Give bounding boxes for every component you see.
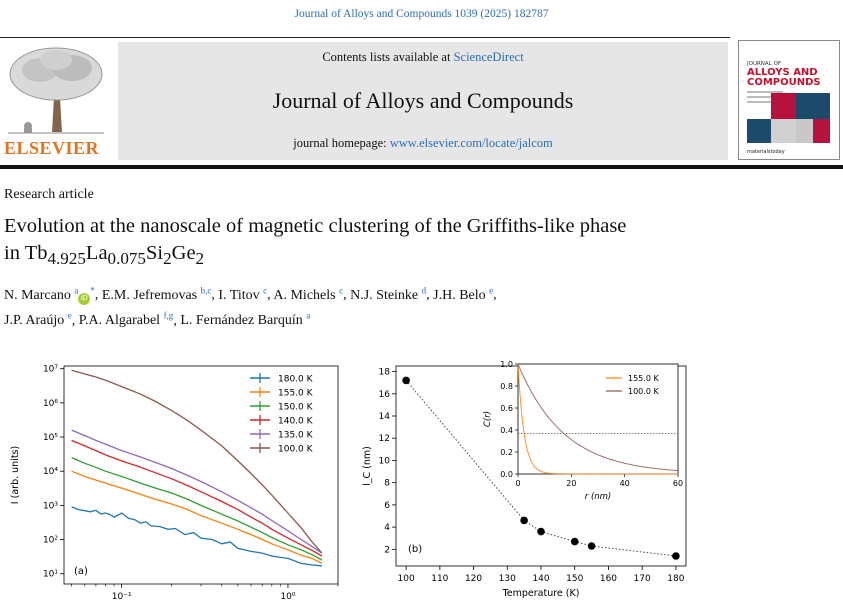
- inset-y-tick-label: 1.0: [500, 360, 513, 369]
- y-tick-label: 18: [378, 367, 390, 378]
- legend-label: 100.0 K: [278, 444, 313, 455]
- inset-legend-label: 155.0 K: [628, 374, 659, 383]
- figure-panel-b: [358, 352, 778, 607]
- y-tick-label: 10³: [42, 501, 58, 512]
- formula-el-3: Si: [145, 242, 164, 264]
- formula-el-4: Ge: [171, 242, 196, 264]
- data-point: [588, 542, 596, 550]
- inset-y-tick-label: 0.0: [500, 470, 513, 479]
- legend-label: 140.0 K: [278, 416, 313, 427]
- orcid-icon[interactable]: iD: [78, 293, 90, 305]
- series-line-1550: [72, 471, 322, 563]
- figure-panel-a: [0, 352, 423, 607]
- data-point: [571, 538, 579, 546]
- author-affiliation[interactable]: c: [263, 285, 268, 295]
- y-tick-label: 2: [384, 545, 390, 556]
- article-title: [4, 213, 794, 272]
- y-tick-label: 4: [384, 523, 390, 534]
- y-axis-label: I (arb. units): [10, 445, 21, 505]
- inset-y-tick-label: 0.2: [500, 448, 513, 457]
- data-point: [537, 528, 545, 536]
- x-tick-label: 10⁻¹: [111, 592, 132, 602]
- author-affiliation[interactable]: a: [74, 285, 79, 295]
- homepage-link[interactable]: www.elsevier.com/locate/jalcom: [389, 136, 553, 150]
- x-tick-label: 160: [599, 574, 618, 584]
- author[interactable]: E.M. Jefremovas $^{b,c}$: [101, 285, 212, 303]
- author-affiliation[interactable]: e: [67, 310, 72, 321]
- inset-x-tick-label: 40: [619, 479, 630, 488]
- formula-sub-3: 2: [163, 249, 172, 269]
- cover-title-line2: COMPOUNDS: [747, 77, 821, 88]
- panel-label: (b): [408, 544, 423, 555]
- inset-y-tick-label: 0.8: [500, 382, 513, 391]
- header-rule: [0, 37, 730, 38]
- author-affiliation[interactable]: b,c: [200, 285, 212, 295]
- author[interactable]: J.P. Araújo $^e$: [4, 310, 72, 329]
- inset-y-tick-label: 0.4: [500, 426, 513, 435]
- y-tick-label: 14: [378, 412, 390, 422]
- inset-y-axis-label: C(r): [483, 410, 493, 428]
- legend-label: 150.0 K: [278, 402, 313, 413]
- author[interactable]: N.J. Steinke $^d$: [350, 285, 427, 303]
- series-line-1400: [72, 440, 322, 556]
- contents-line: [118, 50, 728, 65]
- header-divider: [0, 165, 843, 169]
- title-line-1: Evolution at the nanoscale of magnetic clustering of the Griffiths-like phase: [4, 215, 627, 237]
- legend-label: 155.0 K: [278, 388, 313, 399]
- y-tick-label: 10²: [42, 535, 58, 546]
- title-prefix: in Tb: [4, 242, 48, 264]
- x-tick-label: 170: [633, 574, 651, 584]
- y-tick-label: 10¹: [42, 569, 58, 580]
- x-tick-label: 10⁰: [280, 592, 296, 602]
- legend-label: 180.0 K: [278, 374, 313, 385]
- y-tick-label: 10: [378, 456, 390, 467]
- panel-label: (a): [74, 566, 88, 577]
- y-tick-label: 10⁶: [42, 398, 58, 409]
- inset-x-tick-label: 0: [515, 479, 521, 488]
- journal-citation[interactable]: Journal of Alloys and Compounds 1039 (2025) 182787: [294, 8, 549, 20]
- elsevier-logo[interactable]: [0, 42, 112, 160]
- cover-footer: materialstoday: [747, 149, 785, 155]
- author-affiliation[interactable]: d: [421, 285, 427, 295]
- data-point: [520, 517, 528, 525]
- y-tick-label: 12: [378, 434, 390, 445]
- elsevier-tree-icon: [0, 42, 112, 138]
- journal-name: Journal of Alloys and Compounds: [272, 88, 574, 113]
- homepage-line: [118, 136, 728, 151]
- formula-el-2: La: [85, 242, 108, 264]
- x-axis-label: Temperature (K): [502, 588, 580, 599]
- cover-journal-of: JOURNAL OF: [747, 61, 781, 67]
- x-tick-label: 180: [667, 574, 685, 584]
- contents-prefix: Contents lists available at: [322, 50, 454, 64]
- journal-cover-thumbnail[interactable]: [738, 40, 840, 160]
- x-tick-label: 110: [431, 574, 449, 584]
- y-tick-label: 16: [378, 389, 390, 400]
- author[interactable]: J.H. Belo $^e$: [433, 285, 494, 303]
- data-point: [672, 552, 680, 560]
- x-tick-label: 130: [498, 574, 516, 584]
- formula-sub-2: 0.075: [107, 249, 146, 269]
- plot-frame: [64, 366, 338, 584]
- inset-y-tick-label: 0.6: [500, 404, 513, 413]
- legend-label: 135.0 K: [278, 430, 313, 441]
- formula-sub-1: 4.925: [47, 249, 86, 269]
- sciencedirect-link[interactable]: ScienceDirect: [453, 50, 524, 64]
- inset-legend-label: 100.0 K: [628, 387, 659, 396]
- y-tick-label: 10⁷: [42, 364, 58, 375]
- author-affiliation[interactable]: c: [339, 285, 344, 295]
- y-tick-label: 8: [384, 478, 390, 489]
- author[interactable]: P.A. Algarabel $^{f,g}$: [78, 310, 174, 329]
- author[interactable]: I. Titov $^c$: [218, 285, 268, 303]
- inset-x-axis-label: r (nm): [584, 492, 612, 502]
- article-type: Research article: [4, 187, 94, 202]
- inset-x-tick-label: 20: [566, 479, 577, 488]
- x-tick-label: 150: [566, 574, 584, 584]
- data-point: [402, 377, 410, 385]
- author-list: N. Marcano $^a$iD*, E.M. Jefremovas $^{b,c}$, I. Titov $^c$, A. Michels $^c$, N.J. Steinke $^d$, J.H. Belo $^e$, J.P. Araújo $^e$, P.A. Algarabel $^{f,g}$, L. Fernández Barquín $^a$: [4, 285, 497, 329]
- x-tick-label: 120: [464, 574, 483, 584]
- author[interactable]: N. Marcano $^a$iD*: [4, 285, 95, 303]
- publisher-wordmark: ELSEVIER: [4, 138, 100, 158]
- y-tick-label: 6: [384, 500, 390, 511]
- formula-sub-4: 2: [195, 249, 205, 269]
- author-affiliation[interactable]: a: [306, 310, 311, 321]
- journal-banner: [118, 42, 728, 160]
- author-affiliation[interactable]: e: [489, 285, 494, 295]
- author[interactable]: A. Michels $^c$: [273, 285, 344, 303]
- homepage-prefix: journal homepage:: [293, 136, 390, 150]
- inset-x-tick-label: 60: [672, 479, 684, 488]
- x-tick-label: 140: [532, 574, 550, 584]
- cover-title-line1: ALLOYS AND: [747, 67, 818, 78]
- author-affiliation[interactable]: f,g: [163, 310, 174, 321]
- y-tick-label: 10⁵: [42, 433, 58, 444]
- author[interactable]: L. Fernández Barquín $^a$: [180, 310, 311, 329]
- x-tick-label: 100: [397, 574, 415, 584]
- y-tick-label: 10⁴: [42, 467, 58, 478]
- y-axis-label: l_C (nm): [362, 446, 373, 486]
- corresponding-mark[interactable]: *: [90, 285, 95, 295]
